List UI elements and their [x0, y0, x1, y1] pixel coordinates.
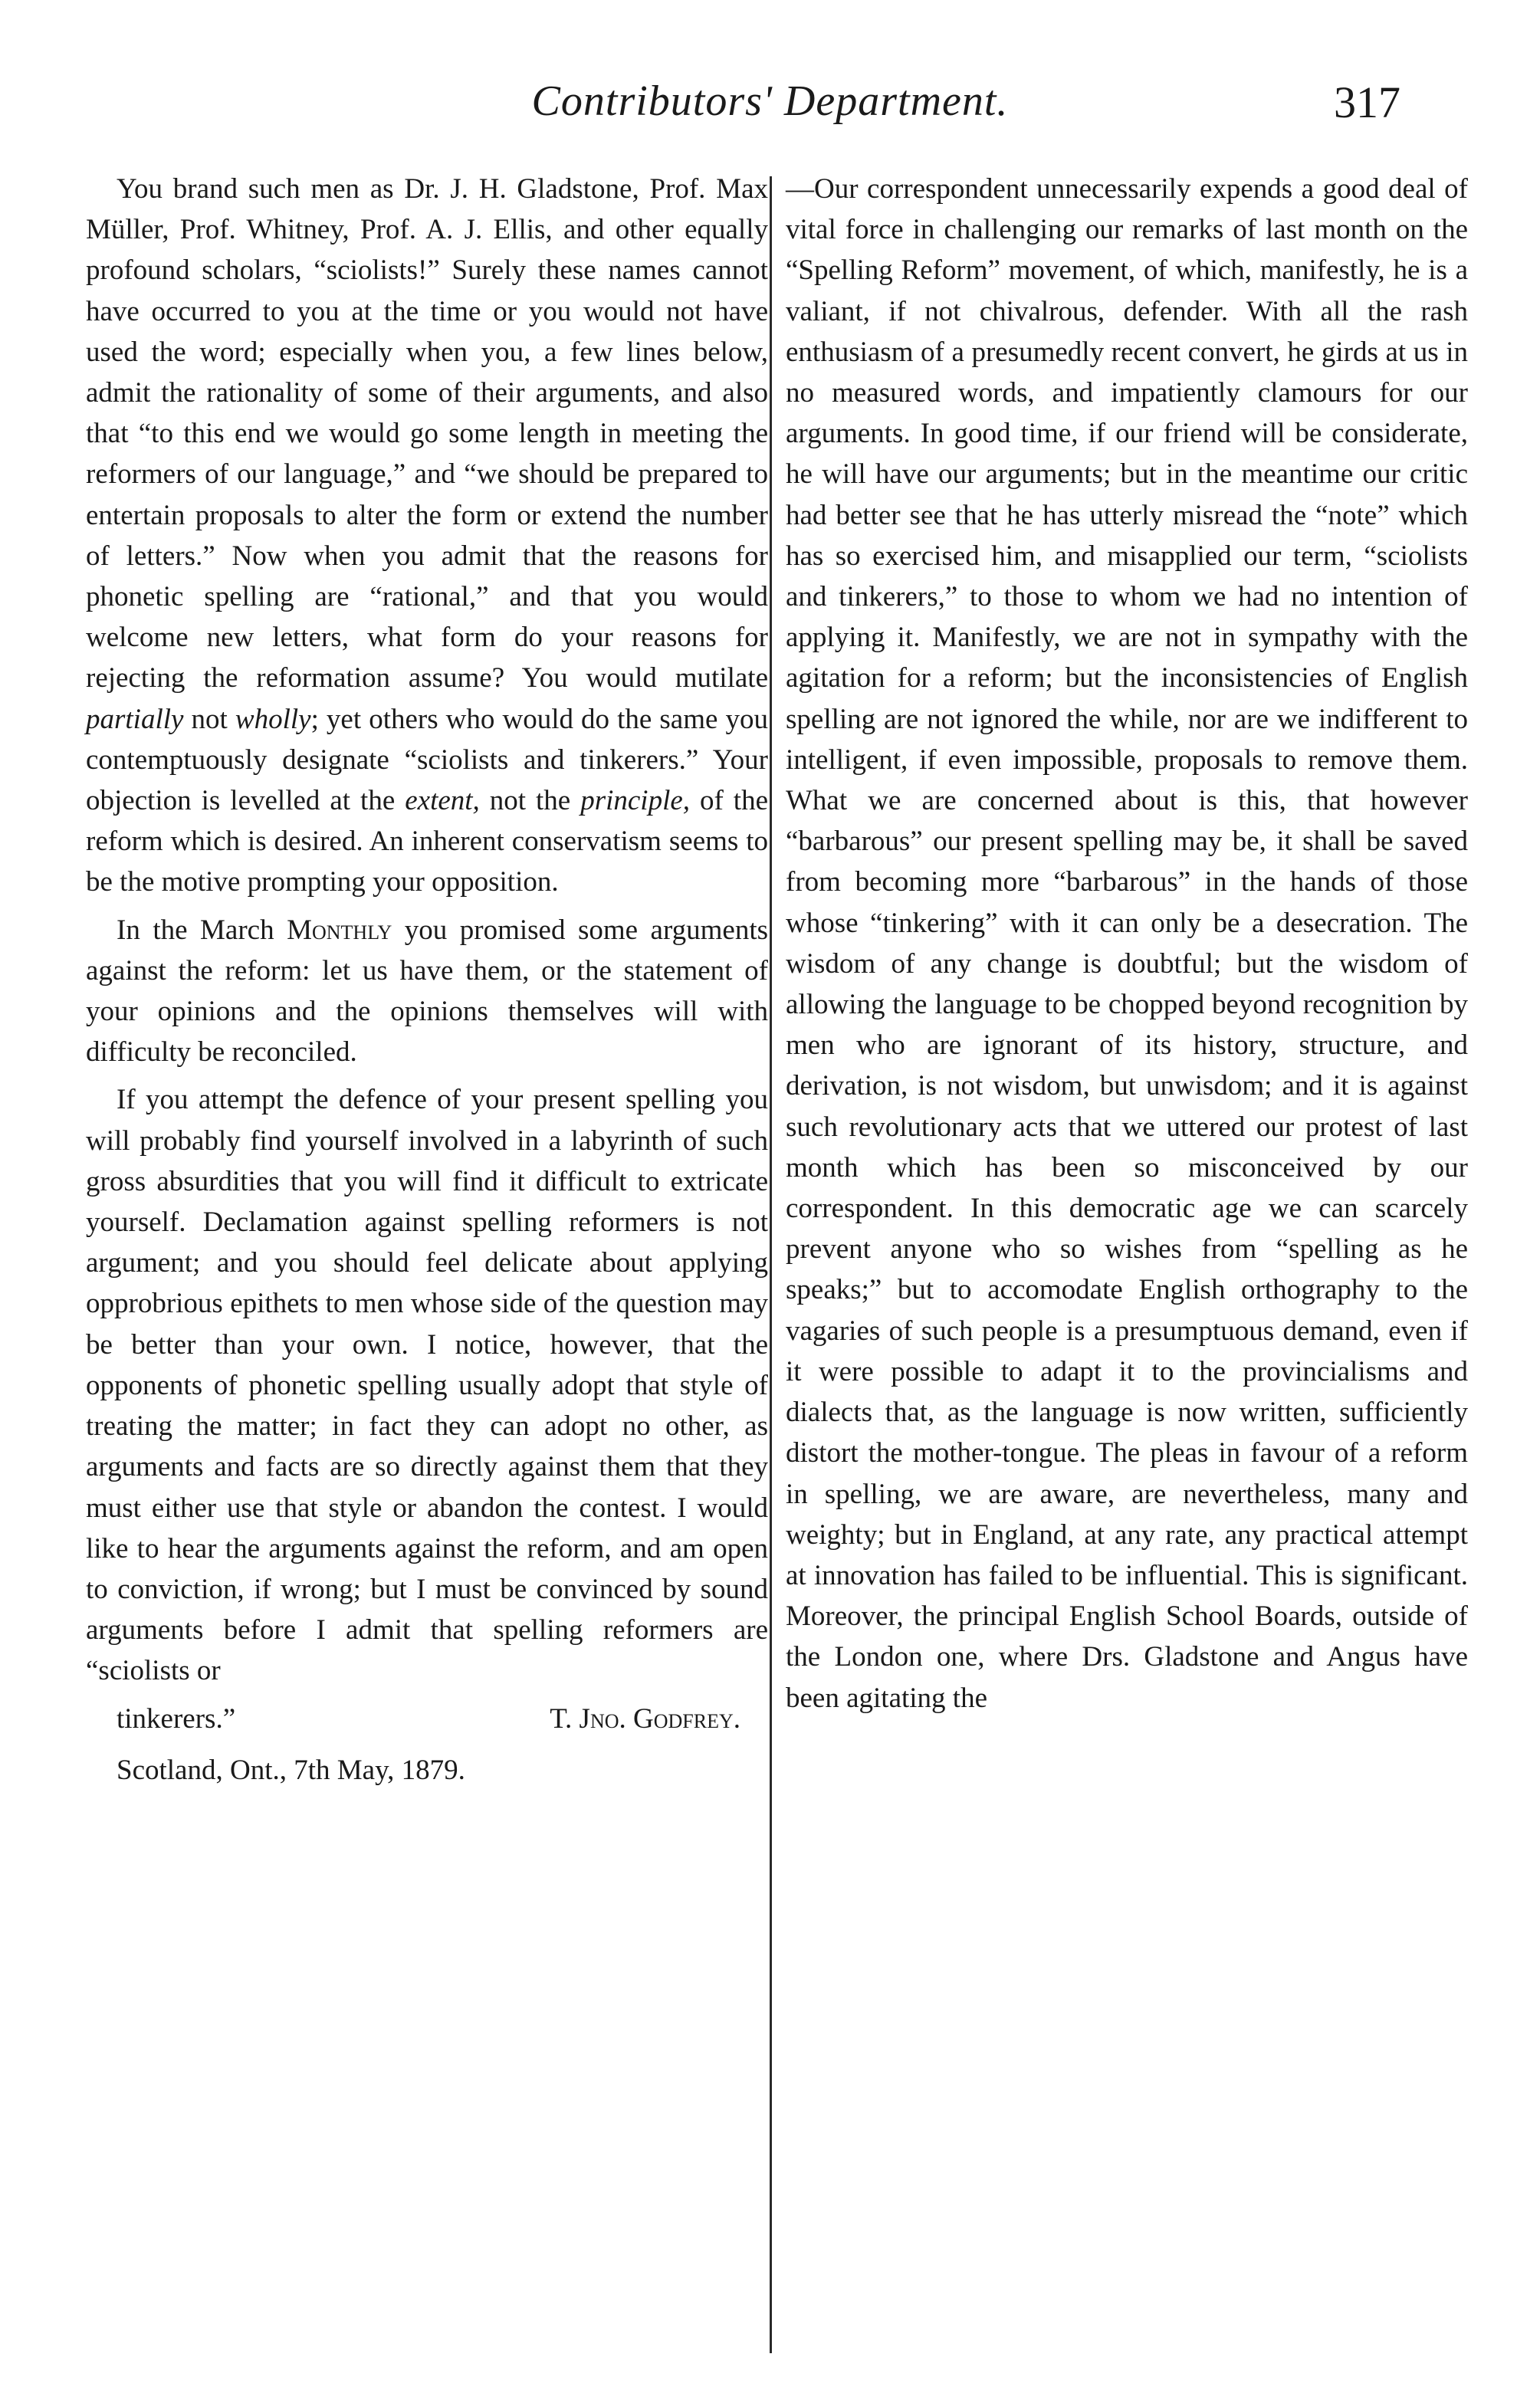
left-column	[86, 169, 768, 1791]
editorial-reply: —Our correspondent unnecessarily expends a good deal of vital force in challenging our remarks of last month on the “Spelling Reform” movement, of which, manifestly, he is a valiant, if not chivalrous, defender. With all the rash enthusiasm of a presumedly recent convert, he girds at us in no measured words, and impatiently clamours for our arguments. In good time, if our friend will be considerate, he will have our arguments; but in the meantime our critic had better see that he has utterly misread the “note” which has so exercised him, and misapplied our term, “sciolists and tinkerers,” to those to whom we had no intention of applying it. Manifestly, we are not in sympathy with the agitation for a reform; but the inconsistencies of English spelling are not ignored the while, nor are we indifferent to intelligent, if even impossible, proposals to remove them. What we are concerned about is this, that however “barbarous” our present spelling may be, it shall be saved from becoming more “barbarous” in the hands of those whose “tinkering” with it can only be a desecration. The wisdom of any change is doubtful; but the wisdom of allowing the language to be chopped beyond recognition by men who are ignorant of its history, structure, and derivation, is not wisdom, but unwisdom; and it is against such revolutionary acts that we uttered our protest of last month which has been so misconceived by our correspondent. In this democratic age we can scarcely prevent anyone who so wishes from “spelling as he speaks;” but to accomodate English orthography to the vagaries of such people is a presumptuous demand, even if it were possible to adapt it to the provincialisms and dialects that, as the language is now written, sufficiently distort the mother-tongue. The pleas in favour of a reform in spelling, we are aware, are nevertheless, many and weighty; but in England, at any rate, any practical attempt at innovation has failed to be influential. This is significant. Moreover, the principal English School Boards, outside of the London one, where Drs. Gladstone and Angus have been agitating the	[786, 173, 1468, 1714]
monthly-reference: Monthly	[287, 914, 392, 946]
signature: T. Jno. Godfrey.	[550, 1702, 740, 1735]
page-number: 317	[1334, 77, 1400, 127]
running-header: Contributors' Department.	[531, 77, 1009, 125]
right-column	[786, 169, 1468, 1719]
letter-paragraph-3: If you attempt the defence of your present spelling you will probably find yourself involved in a labyrinth of such gross absurdities that you will find it difficult to extricate yourself. Declamation against spelling reformers is not argument; and you should feel delicate about applying opprobrious epithets to men whose side of the question may be better than your own. I notice, however, that the opponents of phonetic spelling usually adopt that style of treating the matter; in fact they can adopt no other, as arguments and facts are so directly against them that they must either use that style or abandon the contest. I would like to hear the arguments against the reform, and am open to conviction, if wrong; but I must be convinced by sound arguments before I admit that spelling reformers are “sciolists or	[86, 1084, 768, 1687]
emphasis-extent: extent,	[405, 785, 480, 817]
signature-line: tinkerers.” T. Jno. Godfrey.	[86, 1699, 768, 1739]
letter-paragraph-1: You brand such men as Dr. J. H. Gladstone, Prof. Max Müller, Prof. Whitney, Prof. A. J. Ellis, and other equally profound scholars, “sciolists!” Surely these names cannot have occurred to you at the time or you would not have used the word; especially when you, a few lines below, admit the rationality of some of their arguments, and also that “to this end we would go some length in meeting the reformers of our language,” and “we should be prepared to entertain proposals to alter the form or extend the number of letters.” Now when you admit that the reasons for phonetic spelling are “rational,” and that you would welcome new letters, what form do your reasons for rejecting the reformation assume? You would mutilate partially not wholly; yet others who would do the same you contemptuously designate “sciolists and tinkerers.” Your objection is levelled at the extent, not the principle, of the reform which is desired. An inherent conservatism seems to be the motive prompting your opposition.	[86, 173, 769, 898]
emphasis-partially: partially	[86, 703, 184, 735]
dateline: Scotland, Ont., 7th May, 1879.	[117, 1754, 465, 1786]
letter-paragraph-2: In the March Monthly you promised some arguments against the reform: let us have them, or the statement of your opinions and the opinions themselves will with difficulty be reconciled.	[86, 914, 769, 1069]
column-divider	[770, 176, 772, 2353]
emphasis-wholly: wholly	[235, 703, 311, 735]
emphasis-principle: principle,	[580, 785, 691, 817]
